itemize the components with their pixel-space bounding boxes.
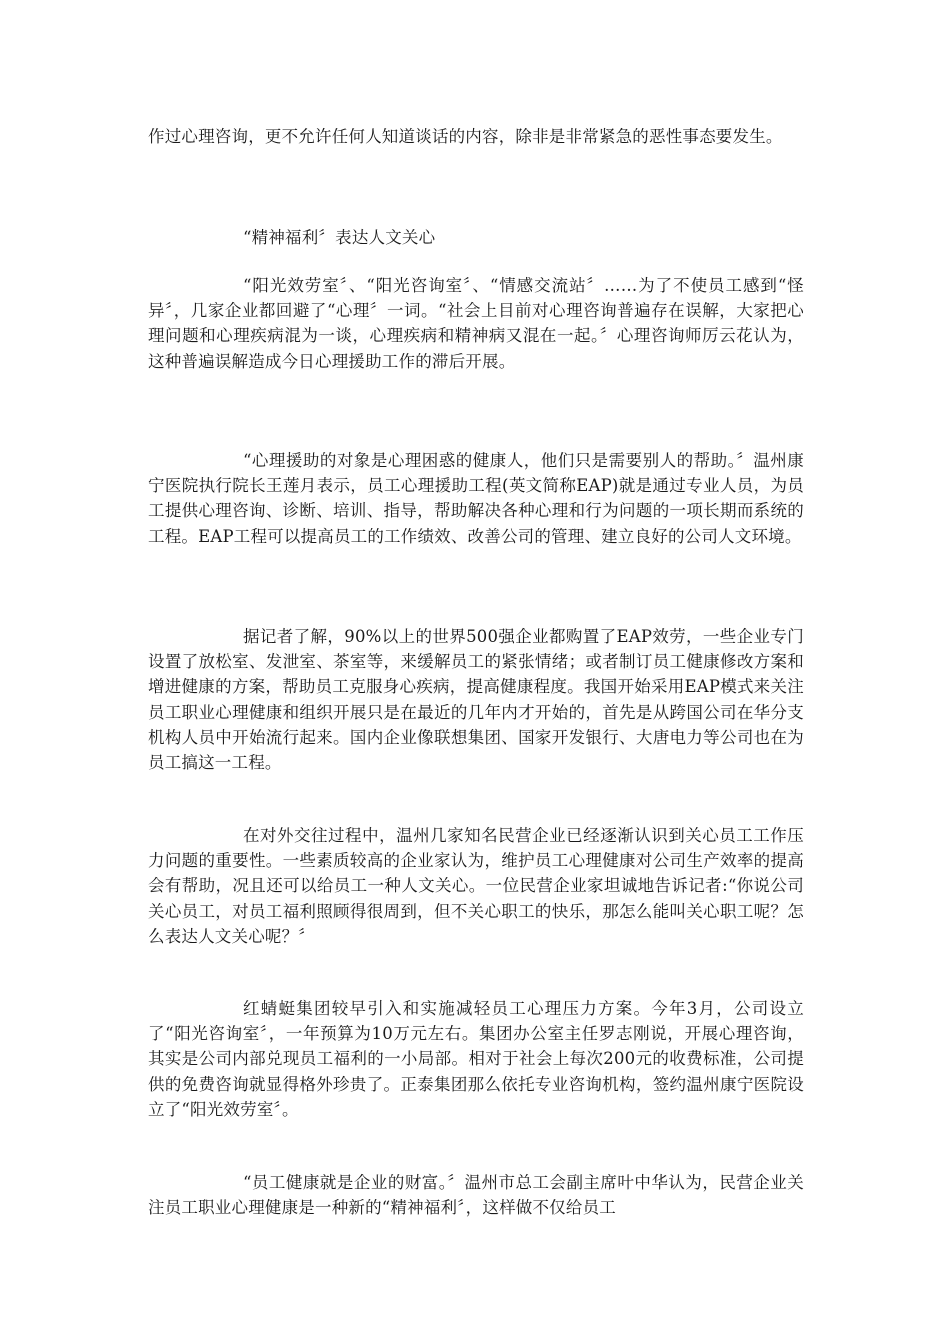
section-heading: “精神福利〞表达人文关心 — [243, 228, 436, 247]
paragraph-3: 据记者了解，90%以上的世界500强企业都购置了EAP效劳，一些企业专门设置了放松室、发泄室、茶室等，来缓解员工的紧张情绪；或者制订员工健康修改方案和增进健康的方案，帮助员工克服身心疾病，提高健康程度。我国开始采用EAP模式来关注员工职业心理健康和组织开展只是在最近的几年内才开始的，首先是从跨国公司在华分支机构人员中开始流行起来。国内企业像联想集团、国家开发银行、大唐电力等公司也在为员工搞这一工程。 — [148, 627, 804, 773]
paragraph-1: “阳光效劳室〞、“阳光咨询室〞、“情感交流站〞……为了不使员工感到“怪异〞，几家企业都回避了“心理〞一词。“社会上目前对心理咨询普遍存在误解，大家把心理问题和心理疾病混为一谈，心理疾病和精神病又混在一起。〞心理咨询师厉云花认为，这种普遍误解造成今日心理援助工作的滞后开展。 — [148, 276, 804, 371]
paragraph-continuation: 作过心理咨询，更不允许任何人知道谈话的内容，除非是非常紧急的恶性事态要发生。 — [148, 127, 783, 146]
paragraph-6: “员工健康就是企业的财富。〞温州市总工会副主席叶中华认为，民营企业关注员工职业心理健康是一种新的“精神福利〞，这样做不仅给员工 — [148, 1173, 804, 1218]
paragraph-4: 在对外交往过程中，温州几家知名民营企业已经逐渐认识到关心员工工作压力问题的重要性。一些素质较高的企业家认为，维护员工心理健康对公司生产效率的提高会有帮助，况且还可以给员工一种人文关心。一位民营企业家坦诚地告诉记者:“你说公司关心员工，对员工福利照顾得很周到，但不关心职工的快乐，那怎么能叫关心职工呢？怎么表达人文关心呢？〞 — [148, 826, 804, 946]
paragraph-2: “心理援助的对象是心理困惑的健康人，他们只是需要别人的帮助。〞温州康宁医院执行院长王莲月表示，员工心理援助工程(英文简称EAP)就是通过专业人员，为员工提供心理咨询、诊断、培训、指导，帮助解决各种心理和行为问题的一项长期而系统的工程。EAP工程可以提高员工的工作绩效、改善公司的管理、建立良好的公司人文环境。 — [148, 451, 804, 546]
paragraph-5: 红蜻蜓集团较早引入和实施减轻员工心理压力方案。今年3月，公司设立了“阳光咨询室〞，一年预算为10万元左右。集团办公室主任罗志刚说，开展心理咨询，其实是公司内部兑现员工福利的一小局部。相对于社会上每次200元的收费标准，公司提供的免费咨询就显得格外珍贵了。正泰集团那么依托专业咨询机构，签约温州康宁医院设立了“阳光效劳室〞。 — [148, 999, 804, 1119]
